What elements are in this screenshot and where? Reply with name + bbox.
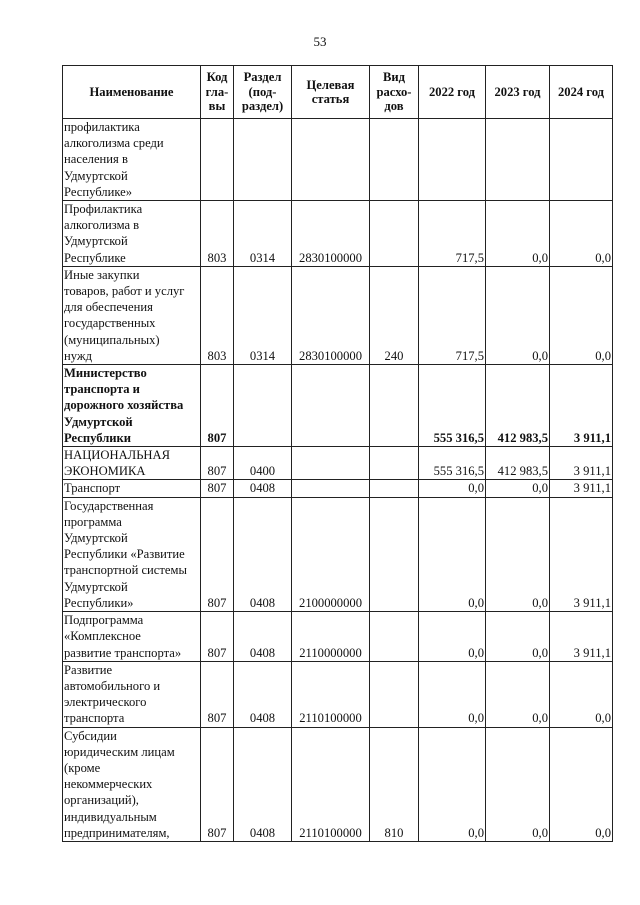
table-row — [63, 480, 613, 497]
row-expense — [370, 612, 419, 662]
row-name: Профилактика алкоголизма в Удмуртской Республике — [63, 201, 201, 267]
row-2022: 0,0 — [419, 661, 486, 727]
table-row — [63, 201, 613, 267]
row-2022: 555 316,5 — [419, 365, 486, 447]
row-section: 0408 — [234, 727, 292, 841]
table-row — [63, 727, 613, 841]
table-row — [63, 661, 613, 727]
row-section: 0408 — [234, 497, 292, 611]
table-row — [63, 447, 613, 480]
row-article: 2100000000 — [292, 497, 370, 611]
row-expense — [370, 480, 419, 497]
row-section: 0408 — [234, 612, 292, 662]
row-2022: 0,0 — [419, 480, 486, 497]
budget-table — [62, 65, 613, 842]
row-2022: 0,0 — [419, 497, 486, 611]
row-2022: 717,5 — [419, 266, 486, 364]
row-chapter: 807 — [201, 447, 234, 480]
header-section: Раздел (под- раздел) — [234, 66, 292, 119]
row-article: 2830100000 — [292, 201, 370, 267]
row-name: Транспорт — [63, 480, 201, 497]
row-expense: 810 — [370, 727, 419, 841]
row-expense — [370, 201, 419, 267]
row-name: НАЦИОНАЛЬНАЯ ЭКОНОМИКА — [63, 447, 201, 480]
row-section — [234, 365, 292, 447]
row-name: Министерство транспорта и дорожного хозяйства Удмуртской Республики — [63, 365, 201, 447]
row-2022: 0,0 — [419, 727, 486, 841]
row-article: 2110100000 — [292, 661, 370, 727]
table-row — [63, 365, 613, 447]
row-2024: 3 911,1 — [550, 497, 613, 611]
table-row — [63, 497, 613, 611]
row-chapter: 807 — [201, 497, 234, 611]
header-chapter-code: Код гла- вы — [201, 66, 234, 119]
row-name: Подпрограмма «Комплексное развитие транспорта» — [63, 612, 201, 662]
row-2024 — [550, 119, 613, 201]
row-2024: 0,0 — [550, 661, 613, 727]
row-expense — [370, 661, 419, 727]
row-name: профилактика алкоголизма среди населения в Удмуртской Республике» — [63, 119, 201, 201]
row-chapter: 803 — [201, 201, 234, 267]
row-2023: 412 983,5 — [486, 365, 550, 447]
header-target-article: Целевая статья — [292, 66, 370, 119]
row-article — [292, 447, 370, 480]
row-2023 — [486, 119, 550, 201]
row-chapter: 807 — [201, 612, 234, 662]
header-name: Наименование — [63, 66, 201, 119]
row-article: 2830100000 — [292, 266, 370, 364]
row-name: Субсидии юридическим лицам (кроме некоммерческих организаций), индивидуальным предпринимателям, — [63, 727, 201, 841]
row-chapter — [201, 119, 234, 201]
row-2023: 0,0 — [486, 727, 550, 841]
header-year-2024: 2024 год — [550, 66, 613, 119]
row-article — [292, 365, 370, 447]
row-section: 0314 — [234, 266, 292, 364]
row-2024: 3 911,1 — [550, 365, 613, 447]
header-year-2022: 2022 год — [419, 66, 486, 119]
row-article: 2110000000 — [292, 612, 370, 662]
row-article — [292, 119, 370, 201]
row-section — [234, 119, 292, 201]
row-expense — [370, 447, 419, 480]
row-2024: 0,0 — [550, 727, 613, 841]
row-chapter: 807 — [201, 727, 234, 841]
row-2023: 0,0 — [486, 480, 550, 497]
row-section: 0314 — [234, 201, 292, 267]
row-2024: 3 911,1 — [550, 480, 613, 497]
row-section: 0400 — [234, 447, 292, 480]
row-chapter: 807 — [201, 661, 234, 727]
row-2023: 0,0 — [486, 661, 550, 727]
header-expense-type: Вид расхо- дов — [370, 66, 419, 119]
row-expense — [370, 365, 419, 447]
row-section: 0408 — [234, 661, 292, 727]
row-expense: 240 — [370, 266, 419, 364]
row-section: 0408 — [234, 480, 292, 497]
row-article — [292, 480, 370, 497]
row-chapter: 807 — [201, 365, 234, 447]
row-2023: 0,0 — [486, 612, 550, 662]
header-year-2023: 2023 год — [486, 66, 550, 119]
row-2024: 0,0 — [550, 266, 613, 364]
row-chapter: 807 — [201, 480, 234, 497]
row-2024: 3 911,1 — [550, 612, 613, 662]
table-row — [63, 266, 613, 364]
table-header-row — [63, 66, 613, 119]
row-2022 — [419, 119, 486, 201]
row-2023: 0,0 — [486, 201, 550, 267]
row-2022: 717,5 — [419, 201, 486, 267]
row-chapter: 803 — [201, 266, 234, 364]
row-2023: 412 983,5 — [486, 447, 550, 480]
row-2022: 555 316,5 — [419, 447, 486, 480]
table-row — [63, 612, 613, 662]
row-name: Развитие автомобильного и электрического транспорта — [63, 661, 201, 727]
row-name: Государственная программа Удмуртской Республики «Развитие транспортной системы Удмуртской Республики» — [63, 497, 201, 611]
row-name: Иные закупки товаров, работ и услуг для обеспечения государственных (муниципальных) нужд — [63, 266, 201, 364]
row-article: 2110100000 — [292, 727, 370, 841]
row-2022: 0,0 — [419, 612, 486, 662]
row-expense — [370, 497, 419, 611]
table-row — [63, 119, 613, 201]
row-2024: 0,0 — [550, 201, 613, 267]
row-2024: 3 911,1 — [550, 447, 613, 480]
row-expense — [370, 119, 419, 201]
row-2023: 0,0 — [486, 497, 550, 611]
page-number: 53 — [313, 34, 327, 49]
row-2023: 0,0 — [486, 266, 550, 364]
